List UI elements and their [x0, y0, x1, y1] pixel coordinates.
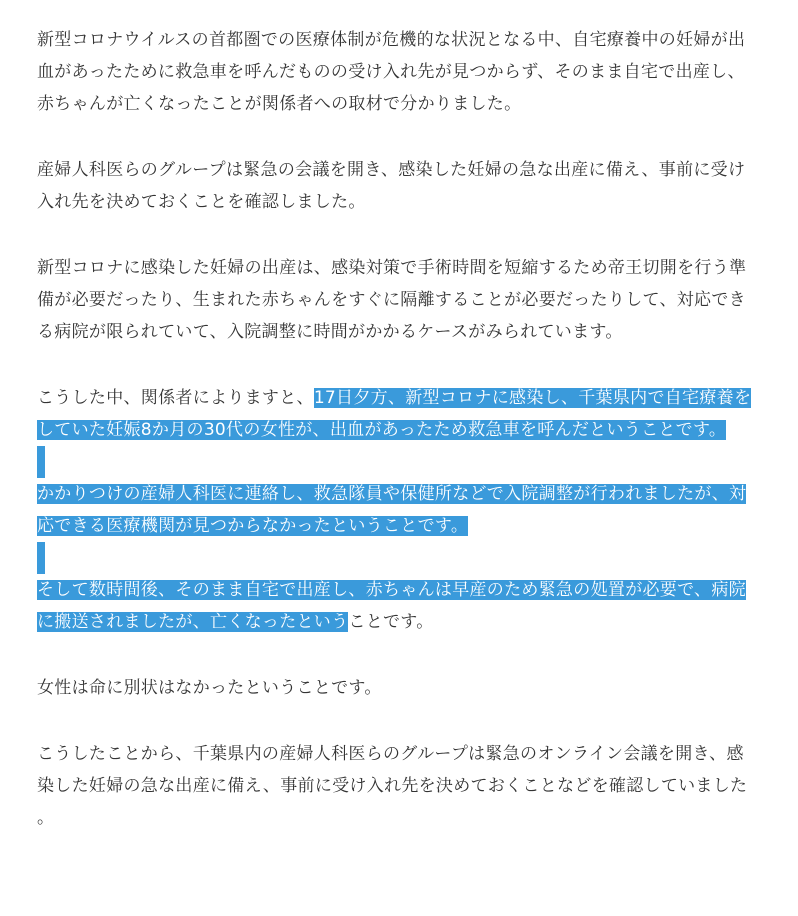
paragraph-6-plain-text: ことです。: [348, 612, 434, 632]
paragraph-4: [37, 382, 759, 446]
paragraph-1: 新型コロナウイルスの首都圏での医療体制が危機的な状況となる中、自宅療養中の妊婦が出血があったために救急車を呼んだものの受け入れ先が見つからず、そのまま自宅で出産し、赤ちゃんが亡くなったことが関係者への取材で分かりました。: [37, 30, 746, 114]
paragraph-6-selected-text: そして数時間後、そのまま自宅で出産し、赤ちゃんは早産のため緊急の処置が必要で、病院に搬送されましたが、亡くなったという: [37, 580, 746, 632]
paragraph-7: 女性は命に別状はなかったということです。: [37, 678, 382, 698]
paragraph-4-selected-text: 17日夕方、新型コロナに感染し、千葉県内で自宅療養をしていた妊娠8か月の30代の女性が、出血があったため救急車を呼んだということです。: [37, 388, 752, 440]
paragraph-8: こうしたことから、千葉県内の産婦人科医らのグループは緊急のオンライン会議を開き、感染した妊婦の急な出産に備え、事前に受け入れ先を決めておくことなどを確認していました。: [37, 744, 748, 828]
paragraph-5-selected-text: かかりつけの産婦人科医に連絡し、救急隊員や保健所などで入院調整が行われましたが、対応できる医療機関が見つからなかったということです。: [37, 484, 747, 536]
article-body: [37, 24, 759, 868]
selection-gap: [37, 446, 759, 478]
paragraph-2: 産婦人科医らのグループは緊急の会議を開き、感染した妊婦の急な出産に備え、事前に受け入れ先を決めておくことを確認しました。: [37, 160, 746, 212]
paragraph-3: 新型コロナに感染した妊婦の出産は、感染対策で手術時間を短縮するため帝王切開を行う準備が必要だったり、生まれた赤ちゃんをすぐに隔離することが必要だったりして、対応できる病院が限られていて、入院調整に時間がかかるケースがみられています。: [37, 258, 747, 342]
paragraph-4-plain-text: こうした中、関係者によりますと、: [37, 388, 314, 408]
selection-gap: [37, 542, 759, 574]
selection-gap-highlight: [37, 446, 45, 478]
paragraph-6: [37, 574, 759, 638]
selection-gap-highlight: [37, 542, 45, 574]
paragraph-5: [37, 478, 759, 542]
